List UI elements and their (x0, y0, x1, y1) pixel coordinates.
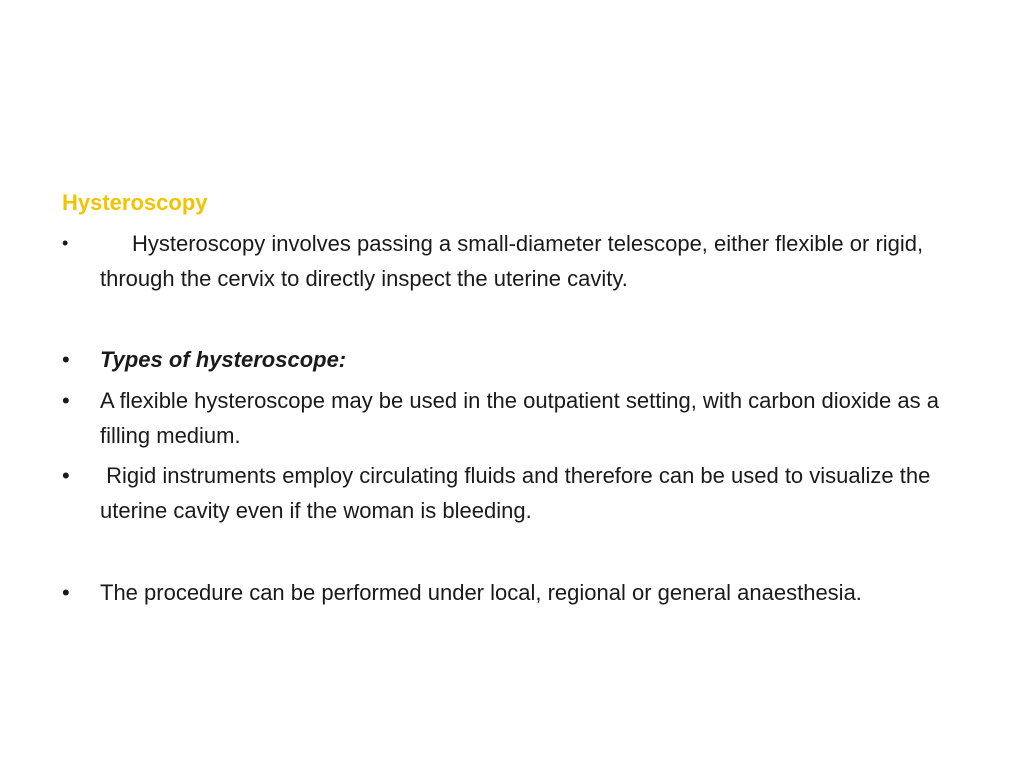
bullet-text: The procedure can be performed under local, regional or general anaesthesia. (100, 580, 862, 605)
bullet-text: Hysteroscopy involves passing a small-diameter telescope, either flexible or rigid, through the cervix to directly inspect the uterine cavity. (100, 231, 924, 291)
bullet-dot-icon: • (62, 233, 69, 253)
bullet-dot-icon: • (62, 347, 70, 372)
bullet-text: A flexible hysteroscope may be used in the outpatient setting, with carbon dioxide as a filling medium. (100, 388, 939, 448)
bullet-dot-icon: • (62, 388, 70, 413)
bullet-text: Rigid instruments employ circulating fluids and therefore can be used to visualize the uterine cavity even if the woman is bleeding. (100, 463, 937, 523)
slide-heading: Hysteroscopy (62, 190, 208, 215)
bullet-dot-icon: • (62, 580, 70, 605)
bullet-subheading: Types of hysteroscope: (100, 347, 347, 372)
bullet-dot-icon: • (62, 463, 70, 488)
